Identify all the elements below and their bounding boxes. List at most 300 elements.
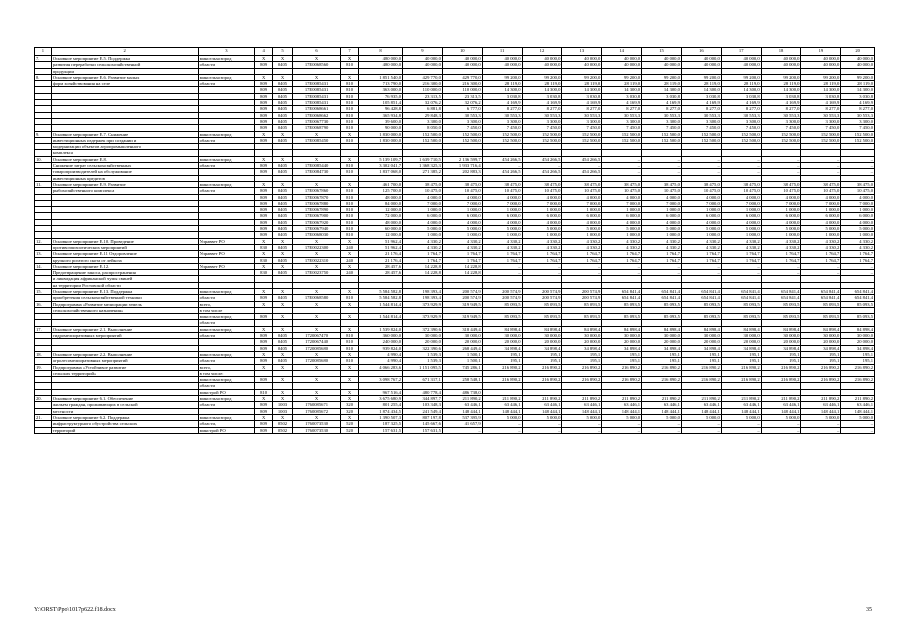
table-cell: 10 475,0 xyxy=(602,188,642,194)
table-cell: 105 851,4 xyxy=(358,100,402,106)
table-cell: 809 xyxy=(255,232,273,238)
table-cell: Основное мероприятие Е.7. Снижение xyxy=(51,131,198,137)
table-cell: 28 119,0 xyxy=(522,81,562,87)
table-cell: 200 574,9 xyxy=(442,288,482,294)
table-cell: 17Е0068560 xyxy=(292,62,340,68)
table-cell: – xyxy=(721,263,761,269)
table-cell: 211 890,2 xyxy=(482,396,522,402)
table-cell: 211 890,2 xyxy=(801,396,841,402)
table-cell: в том числе xyxy=(198,307,255,313)
table-cell: 38 475,0 xyxy=(522,181,562,187)
table-cell: 810 xyxy=(341,106,359,112)
table-cell: 16. xyxy=(35,301,52,307)
table-cell: 1 000,0 xyxy=(482,232,522,238)
table-cell: 195,1 xyxy=(562,358,602,364)
table-cell: 1003 xyxy=(273,402,293,408)
table-cell: 809 xyxy=(255,112,273,118)
table-cell: 9. xyxy=(35,131,52,137)
table-cell: 1 639 710,5 xyxy=(403,156,443,162)
table-cell: Х xyxy=(273,238,293,244)
table-cell: 5 000,0 xyxy=(681,226,721,232)
table-cell: 809 xyxy=(255,169,273,175)
table-cell: минсельхозпрод xyxy=(198,326,255,332)
table-cell: сельских территорий» xyxy=(51,370,198,376)
table-cell: в том числе: xyxy=(198,370,255,376)
table-cell: 1 000,0 xyxy=(801,232,841,238)
table-cell: 51 962,4 xyxy=(358,244,402,250)
table-cell: 0405 xyxy=(273,244,293,250)
table-cell: 5 000,0 xyxy=(403,226,443,232)
table-cell: 30 553,3 xyxy=(761,112,801,118)
table-cell: 20 000,0 xyxy=(761,339,801,345)
table-cell: 195,1 xyxy=(681,358,721,364)
table-cell: 3 098 767,2 xyxy=(358,377,402,383)
table-cell: 7 000,0 xyxy=(602,200,642,206)
table-cell: – xyxy=(482,421,522,427)
table-cell: 1 764,7 xyxy=(482,257,522,263)
table-cell: 17Е0085431 xyxy=(292,100,340,106)
table-cell: 40 000,0 xyxy=(681,56,721,62)
table-cell: 0405 xyxy=(273,62,293,68)
table-cell: 28 119,0 xyxy=(562,81,602,87)
table-cell: Х xyxy=(255,351,273,357)
table-cell: 809 xyxy=(255,408,273,414)
table-cell: 4 000,0 xyxy=(522,194,562,200)
table-cell: Х xyxy=(292,396,340,402)
table-cell: 14 300,0 xyxy=(482,87,522,93)
table-cell: 7 000,0 xyxy=(403,200,443,206)
table-cell: 14 300,0 xyxy=(721,87,761,93)
table-cell: 148 444,1 xyxy=(681,408,721,414)
table-cell: 148 444,1 xyxy=(522,408,562,414)
table-cell: 15. xyxy=(35,288,52,294)
table-cell: 1 000,0 xyxy=(841,232,875,238)
table-cell: 4 169,9 xyxy=(562,100,602,106)
table-cell: 1 764,7 xyxy=(841,257,875,263)
table-cell: 200 574,9 xyxy=(522,295,562,301)
table-cell: 4 000,0 xyxy=(522,219,562,225)
table-cell: Основное мероприятие Е.12. xyxy=(51,263,198,269)
table-cell: 28 457,6 xyxy=(358,270,402,276)
table-cell: 11. xyxy=(35,181,52,187)
table-cell: 7 000,0 xyxy=(801,200,841,206)
table-cell: 1 764,7 xyxy=(801,257,841,263)
table-cell: 10 475,0 xyxy=(681,188,721,194)
table-cell: 809 xyxy=(255,207,273,213)
table-cell: Х xyxy=(255,181,273,187)
table-cell: 1 764,7 xyxy=(841,251,875,257)
table-cell: Х xyxy=(273,301,293,307)
table-cell: 30 000,0 xyxy=(522,333,562,339)
table-cell: 1 544 814,4 xyxy=(358,301,402,307)
table-cell: – xyxy=(721,421,761,427)
table-cell: 8 277,0 xyxy=(642,106,682,112)
table-cell: 4 330,2 xyxy=(761,238,801,244)
table-cell: Основное мероприятие 2.1. Выполнение xyxy=(51,326,198,332)
table-cell: – xyxy=(482,163,522,169)
table-cell: 7 450,0 xyxy=(801,125,841,131)
table-cell: – xyxy=(602,163,642,169)
table-cell: 8 277,0 xyxy=(801,106,841,112)
table-cell: 40 000,0 xyxy=(442,56,482,62)
table-cell: 63 446,1 xyxy=(841,402,875,408)
table-cell: 21 176,4 xyxy=(358,251,402,257)
table-cell: 28 119,0 xyxy=(841,81,875,87)
table-cell: 7 000,0 xyxy=(442,200,482,206)
table-cell: 454 266,5 xyxy=(482,169,522,175)
table-cell: – xyxy=(841,169,875,175)
table-cell: Х xyxy=(273,74,293,80)
table-cell: – xyxy=(841,421,875,427)
table-cell: 1 539 824,0 xyxy=(358,326,402,332)
table-cell: 216 890,2 xyxy=(801,377,841,383)
table-cell: 17Е0067940 xyxy=(292,226,340,232)
table-cell: Х xyxy=(292,74,340,80)
table-cell: 17Е0068030 xyxy=(292,232,340,238)
table-cell: 84 898,4 xyxy=(761,326,801,332)
table-cell: 211 890,2 xyxy=(841,396,875,402)
table-cell: 10 475,0 xyxy=(801,188,841,194)
table-cell: 34 898,4 xyxy=(761,345,801,351)
table-cell: 3 030,8 xyxy=(522,93,562,99)
table-cell: 34 898,4 xyxy=(482,345,522,351)
table-cell: – xyxy=(602,156,642,162)
table-cell: 38 475,0 xyxy=(562,181,602,187)
table-cell: форм хозяйствования на селе xyxy=(51,81,198,87)
table-cell: 5 000,0 xyxy=(681,414,721,420)
table-cell: 1 830 000,0 xyxy=(358,137,402,143)
table-cell: 7 000,0 xyxy=(681,200,721,206)
table-cell: 4 000,0 xyxy=(403,219,443,225)
table-cell: 40 000,0 xyxy=(522,56,562,62)
table-cell: 429 770,0 xyxy=(442,74,482,80)
table-cell: – xyxy=(761,163,801,169)
table-cell: 20 000,0 xyxy=(801,339,841,345)
table-cell: 85 093,5 xyxy=(801,301,841,307)
table-cell: 5 584 582,8 xyxy=(358,288,402,294)
table-cell: Х xyxy=(292,131,340,137)
table-cell: 152 500,0 xyxy=(721,131,761,137)
table-cell: Х xyxy=(255,263,273,269)
table-cell: 4 330,2 xyxy=(602,238,642,244)
table-cell: 216 890,2 xyxy=(482,364,522,370)
table-cell: 3 300,0 xyxy=(522,118,562,124)
table-cell: 0502 xyxy=(273,427,293,433)
table-cell: 20 000,0 xyxy=(681,339,721,345)
table-cell: 4 169,9 xyxy=(681,100,721,106)
table-cell: 4 000,0 xyxy=(841,219,875,225)
table-cell: 38 475,0 xyxy=(602,181,642,187)
table-cell: 85 093,5 xyxy=(482,301,522,307)
table-cell: 216 890,2 xyxy=(801,364,841,370)
table-cell: 4 000,0 xyxy=(801,194,841,200)
table-cell: 38 475,0 xyxy=(761,181,801,187)
table-cell: 1720085680 xyxy=(292,358,340,364)
table-cell: Х xyxy=(292,156,340,162)
table-cell: 8 277,0 xyxy=(681,106,721,112)
table-cell: 38 475,0 xyxy=(681,181,721,187)
table-cell: 7 450,0 xyxy=(761,125,801,131)
table-cell: 4 169,9 xyxy=(602,100,642,106)
table-cell: 1720085680 xyxy=(292,345,340,351)
table-cell: 195,1 xyxy=(602,351,642,357)
table-cell: 17Е0068580 xyxy=(292,295,340,301)
table-cell: минсельхозпрод xyxy=(198,131,255,137)
table-cell: инвестиционных кредитов xyxy=(51,175,198,181)
table-cell: 202 883,3 xyxy=(442,169,482,175)
table-cell: 7 000,0 xyxy=(721,200,761,206)
table-cell: Х xyxy=(255,364,273,370)
table-cell: – xyxy=(761,270,801,276)
table-cell: 200 574,9 xyxy=(442,295,482,301)
table-cell: 216 300,0 xyxy=(442,81,482,87)
table-cell: 365 934,8 xyxy=(358,112,402,118)
table-cell: минстрой РО xyxy=(198,389,255,395)
table-cell: 7 450,0 xyxy=(642,125,682,131)
table-cell: 30 000,0 xyxy=(761,333,801,339)
table-cell: 84 000,0 xyxy=(358,200,402,206)
table-cell: 671 317,1 xyxy=(403,377,443,383)
table-cell: 4 330,2 xyxy=(522,238,562,244)
table-cell: 34 898,4 xyxy=(522,345,562,351)
table-cell: 152 500,0 xyxy=(442,137,482,143)
table-cell: – xyxy=(801,163,841,169)
table-cell: области xyxy=(198,188,255,194)
column-number-row xyxy=(35,48,875,56)
table-cell: 38 475,0 xyxy=(721,181,761,187)
table-cell: – xyxy=(681,270,721,276)
table-cell: 801 255,4 xyxy=(358,402,402,408)
table-cell: 2 136 599,7 xyxy=(442,156,482,162)
table-cell: 810 xyxy=(341,339,359,345)
table-cell: Х xyxy=(292,288,340,294)
table-cell: 17Е0085440 xyxy=(292,163,340,169)
table-cell: Основное мероприятие Е.13. Поддержка xyxy=(51,288,198,294)
table-cell: Основное мероприятие Е.6. Развитие малых xyxy=(51,74,198,80)
table-cell: – xyxy=(681,156,721,162)
table-cell: инфраструктурного обустройства сельских xyxy=(51,421,198,427)
table-cell: 320 xyxy=(341,408,359,414)
table-cell: 4 330,2 xyxy=(761,244,801,250)
table-cell: 0405 xyxy=(273,118,293,124)
table-cell: 10 475,0 xyxy=(442,188,482,194)
table-cell: 10. xyxy=(35,156,52,162)
table-cell: 148 444,1 xyxy=(602,408,642,414)
table-cell: 810 xyxy=(341,125,359,131)
table-cell: 0405 xyxy=(273,112,293,118)
table-cell: 258 548,1 xyxy=(442,377,482,383)
table-cell: 809 xyxy=(255,219,273,225)
table-cell: 809 xyxy=(255,81,273,87)
table-cell: 8 277,0 xyxy=(562,106,602,112)
table-cell: 4 000,0 xyxy=(681,194,721,200)
table-cell: 830 xyxy=(255,244,273,250)
table-cell: 1 000,0 xyxy=(522,232,562,238)
table-cell: 240 000,0 xyxy=(358,339,402,345)
table-cell: 38 475,0 xyxy=(841,181,875,187)
table-cell: 195,1 xyxy=(801,351,841,357)
table-cell: 85 093,5 xyxy=(681,301,721,307)
table-cell: 211 890,2 xyxy=(681,396,721,402)
table-cell: 1 000,0 xyxy=(562,232,602,238)
table-cell: области xyxy=(198,81,255,87)
table-cell: 5 000,0 xyxy=(482,414,522,420)
table-cell: 654 841,4 xyxy=(602,295,642,301)
table-cell: 152 500,0 xyxy=(562,137,602,143)
table-cell: 4 330,2 xyxy=(522,244,562,250)
table-cell: 7 450,0 xyxy=(602,125,642,131)
table-cell: 0405 xyxy=(273,207,293,213)
table-cell: 8 277,0 xyxy=(482,106,522,112)
table-cell: 1 000,0 xyxy=(721,207,761,213)
table-cell: 7 450,0 xyxy=(681,125,721,131)
table-cell: 713 790,0 xyxy=(358,81,402,87)
table-cell: 10 475,0 xyxy=(841,188,875,194)
table-cell: минсельхозпрод xyxy=(198,351,255,357)
table-cell: 145 667,6 xyxy=(403,421,443,427)
table-cell: Х xyxy=(255,156,273,162)
table-cell: 40 000,0 xyxy=(721,62,761,68)
table-cell: 5 000,0 xyxy=(761,226,801,232)
table-cell: – xyxy=(482,263,522,269)
table-cell: 34 898,4 xyxy=(642,345,682,351)
table-cell: 3 300,0 xyxy=(681,118,721,124)
table-cell: 654 841,4 xyxy=(841,288,875,294)
table-cell: 1 000,0 xyxy=(721,232,761,238)
table-cell: 4 169,9 xyxy=(642,100,682,106)
table-cell: 3 030,8 xyxy=(681,93,721,99)
table-cell: 10 475,0 xyxy=(562,188,602,194)
table-cell: 17Е0085431 xyxy=(292,81,340,87)
table-cell: 8 277,0 xyxy=(522,106,562,112)
table-cell: 4 169,9 xyxy=(841,100,875,106)
table-cell: – xyxy=(761,156,801,162)
table-cell: – xyxy=(482,427,522,433)
table-cell: 216 890,2 xyxy=(522,364,562,370)
table-cell: 1 764,7 xyxy=(642,251,682,257)
table-cell: Х xyxy=(255,288,273,294)
table-cell: – xyxy=(642,263,682,269)
table-cell: 38 475,0 xyxy=(482,181,522,187)
table-cell: области xyxy=(198,402,255,408)
table-cell: – xyxy=(801,270,841,276)
table-cell: – xyxy=(642,427,682,433)
table-cell: 195,1 xyxy=(761,358,801,364)
table-cell: Х xyxy=(292,364,340,370)
table-cell: 10 475,0 xyxy=(403,188,443,194)
table-cell: 8. xyxy=(35,74,52,80)
table-cell: 4 169,9 xyxy=(721,100,761,106)
table-cell: 63 446,1 xyxy=(801,402,841,408)
table-cell: 40 000,0 xyxy=(801,56,841,62)
table-cell: области, xyxy=(198,421,255,427)
table-cell: 0405 xyxy=(273,169,293,175)
table-cell: 85 093,5 xyxy=(522,314,562,320)
table-cell: 195,1 xyxy=(562,351,602,357)
table-cell: 152 500,0 xyxy=(562,131,602,137)
table-cell: 152 500,0 xyxy=(841,137,875,143)
table-cell: 30 000,0 xyxy=(442,333,482,339)
column-header: 9 xyxy=(403,48,443,56)
table-cell: 6 000,0 xyxy=(442,213,482,219)
table-cell: – xyxy=(841,163,875,169)
table-cell: Х xyxy=(273,263,293,269)
table-cell: 810 xyxy=(341,169,359,175)
table-cell: 103 348,3 xyxy=(403,402,443,408)
table-cell: – xyxy=(642,421,682,427)
table-cell: 148 444,1 xyxy=(482,408,522,414)
table-cell: 1 764,7 xyxy=(442,251,482,257)
table-cell: 6 881,8 xyxy=(403,106,443,112)
table-cell: Х xyxy=(341,263,359,269)
table-cell: 40 000,0 xyxy=(602,62,642,68)
table-cell: товаропроизводителей на обслуживание xyxy=(51,169,198,175)
table-cell: 17Е0085431 xyxy=(292,93,340,99)
table-cell: 152 500,0 xyxy=(522,137,562,143)
table-cell: Х xyxy=(292,314,340,320)
table-cell: 0405 xyxy=(273,163,293,169)
table-cell: Х xyxy=(292,56,340,62)
table-cell: 654 841,4 xyxy=(602,288,642,294)
table-cell: 0405 xyxy=(273,213,293,219)
table-cell: Управвет РО xyxy=(198,238,255,244)
table-cell: 85 093,5 xyxy=(841,301,875,307)
table-cell: – xyxy=(642,163,682,169)
table-cell: 1 851 540,0 xyxy=(358,74,402,80)
table-cell: 85 093,5 xyxy=(602,301,642,307)
table-cell: 1760073530 xyxy=(292,427,340,433)
table-cell: 320 xyxy=(341,402,359,408)
table-cell: 809 xyxy=(255,200,273,206)
table-cell: 30 553,3 xyxy=(841,112,875,118)
table-cell: 372 390,6 xyxy=(403,326,443,332)
table-cell: Х xyxy=(273,131,293,137)
table-cell: 1003 xyxy=(273,408,293,414)
table-cell: 216 890,2 xyxy=(761,377,801,383)
table-cell: 1 000,0 xyxy=(681,207,721,213)
table-cell: области xyxy=(198,358,255,364)
table-cell: 1 000,0 xyxy=(522,207,562,213)
table-cell: Х xyxy=(273,364,293,370)
table-cell: 0405 xyxy=(273,232,293,238)
table-cell: – xyxy=(642,169,682,175)
table-cell: 14 228,8 xyxy=(442,270,482,276)
table-cell: 10 475,0 xyxy=(642,188,682,194)
table-cell: Х xyxy=(273,314,293,320)
table-cell: 810 xyxy=(341,188,359,194)
table-cell: 1 764,7 xyxy=(522,257,562,263)
table-cell: 4 990,4 xyxy=(358,351,402,357)
table-cell: 3 300,0 xyxy=(642,118,682,124)
table-body xyxy=(35,56,875,434)
table-cell: 157 631,5 xyxy=(358,427,402,433)
table-cell: 486 738,0 xyxy=(442,389,482,395)
table-cell: 30 000,0 xyxy=(562,333,602,339)
table-cell: 84 898,4 xyxy=(841,326,875,332)
table-cell: 38 475,0 xyxy=(403,181,443,187)
table-cell: 39 600,0 xyxy=(358,118,402,124)
table-cell: 6 000,0 xyxy=(721,213,761,219)
table-cell: Х xyxy=(341,377,359,383)
table-cell: 809 xyxy=(255,314,273,320)
table-cell: 5 000,0 xyxy=(761,414,801,420)
table-cell: 38 475,0 xyxy=(801,181,841,187)
table-cell: 152 500,0 xyxy=(403,131,443,137)
table-cell: 14. xyxy=(35,263,52,269)
table-cell: 4 000,0 xyxy=(403,194,443,200)
table-cell: 809 xyxy=(255,226,273,232)
table-cell: 40 000,0 xyxy=(522,62,562,68)
